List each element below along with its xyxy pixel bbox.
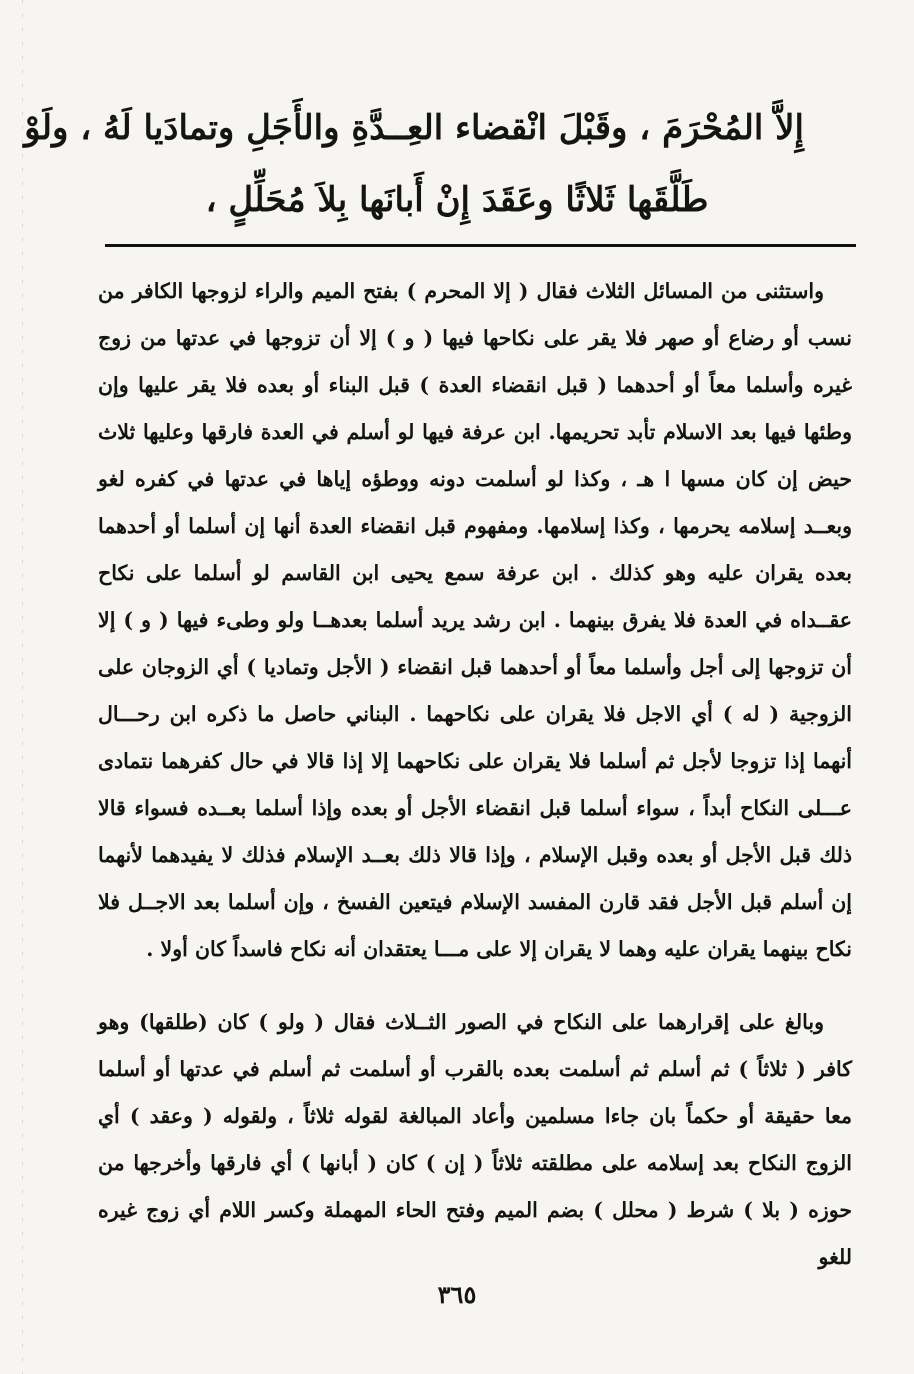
matn-text: [24, 92, 804, 236]
commentary-text: [98, 268, 852, 1281]
matn-line-2: طَلَّقَها ثَلاثًا وعَقَدَ إِنْ أَبانَها بِلاَ مُحَلِّلٍ ،: [205, 180, 709, 220]
commentary-paragraph-2: وبالغ على إقرارهما على النكاح في الصور الثــلاث فقال ( ولو ) كان (طلقها) وهو كافر ( ثلاثاً ) ثم أسلم ثم أسلمت بعده بالقرب أو أسلمت ثم أسلم في عدتها أو أسلما معا حقيقة أو حكماً بان جاءا مسلمين وأعاد المبالغة لقوله ثلاثاً ، ولقوله ( وعقد ) أي الزوج النكاح بعد إسلامه على مطلقته ثلاثاً ( إن ) كان ( أبانها ) أي فارقها وأخرجها من حوزه ( بلا ) شرط ( محلل ) بضم الميم وفتح الحاء المهملة وكسر اللام أي زوج غيره للغو: [98, 1010, 852, 1269]
separator-rule: [105, 244, 856, 247]
page-number: ٣٦٥: [437, 1280, 477, 1309]
scan-margin-artifact: [22, 0, 23, 1374]
commentary-paragraph-1: واستثنى من المسائل الثلاث فقال ( إلا المحرم ) بفتح الميم والراء لزوجها الكافر من نسب أو رضاع أو صهر فلا يقر على نكاحها فيها ( و ) إلا أن تزوجها في عدتها من زوج غيره وأسلما معاً أو أحدهما ( قبل انقضاء العدة ) قبل البناء أو بعده فلا يقر عليها وإن وطئها فيها بعد الاسلام تأبد تحريمها. ابن عرفة فيها لو أسلم في العدة فارقها وعليها ثلاث حيض إن كان مسها ا هـ ، وكذا لو أسلمت دونه ووطؤه إياها في عدتها في كفره لغو وبعــد إسلامه يحرمها ، وكذا إسلامها. ومفهوم قبل انقضاء العدة أنها إن أسلما أو أحدهما بعده يقران عليه وهو كذلك . ابن عرفة سمع يحيى ابن القاسم لو أسلما على نكاح عقــداه في العدة فلا يفرق بينهما . ابن رشد يريد أسلما بعدهــا ولو وطىء فيها ( و ) إلا أن تزوجها إلى أجل وأسلما معاً أو أحدهما قبل انقضاء ( الأجل وتماديا ) أي الزوجان على الزوجية ( له ) أي الاجل فلا يقران على نكاحهما . البناني حاصل ما ذكره ابن رحـــال أنهما إذا تزوجا لأجل ثم أسلما فلا يقران على نكاحهما إلا إذا قالا في حال كفرهما نتمادى عـــلى النكاح أبداً ، سواء أسلما قبل انقضاء الأجل أو بعده وإذا أسلما بعــده فسواء قالا ذلك قبل الأجل أو بعده وقبل الإسلام ، وإذا قالا ذلك بعــد الإسلام فذلك لا يفيدهما لأنهما إن أسلم قبل الأجل فقد قارن المفسد الإسلام فيتعين الفسخ ، وإن أسلما بعد الاجــل فلا نكاح بينهما يقران عليه وهما لا يقران إلا على مـــا يعتقدان أنه نكاح فاسداً كان أولا .: [98, 279, 852, 961]
matn-line-1: إِلاَّ المُحْرَمَ ، وقَبْلَ انْقضاء العِــدَّةِ والأَجَلِ وتمادَيا لَهُ ، ولَوْ: [24, 108, 804, 148]
